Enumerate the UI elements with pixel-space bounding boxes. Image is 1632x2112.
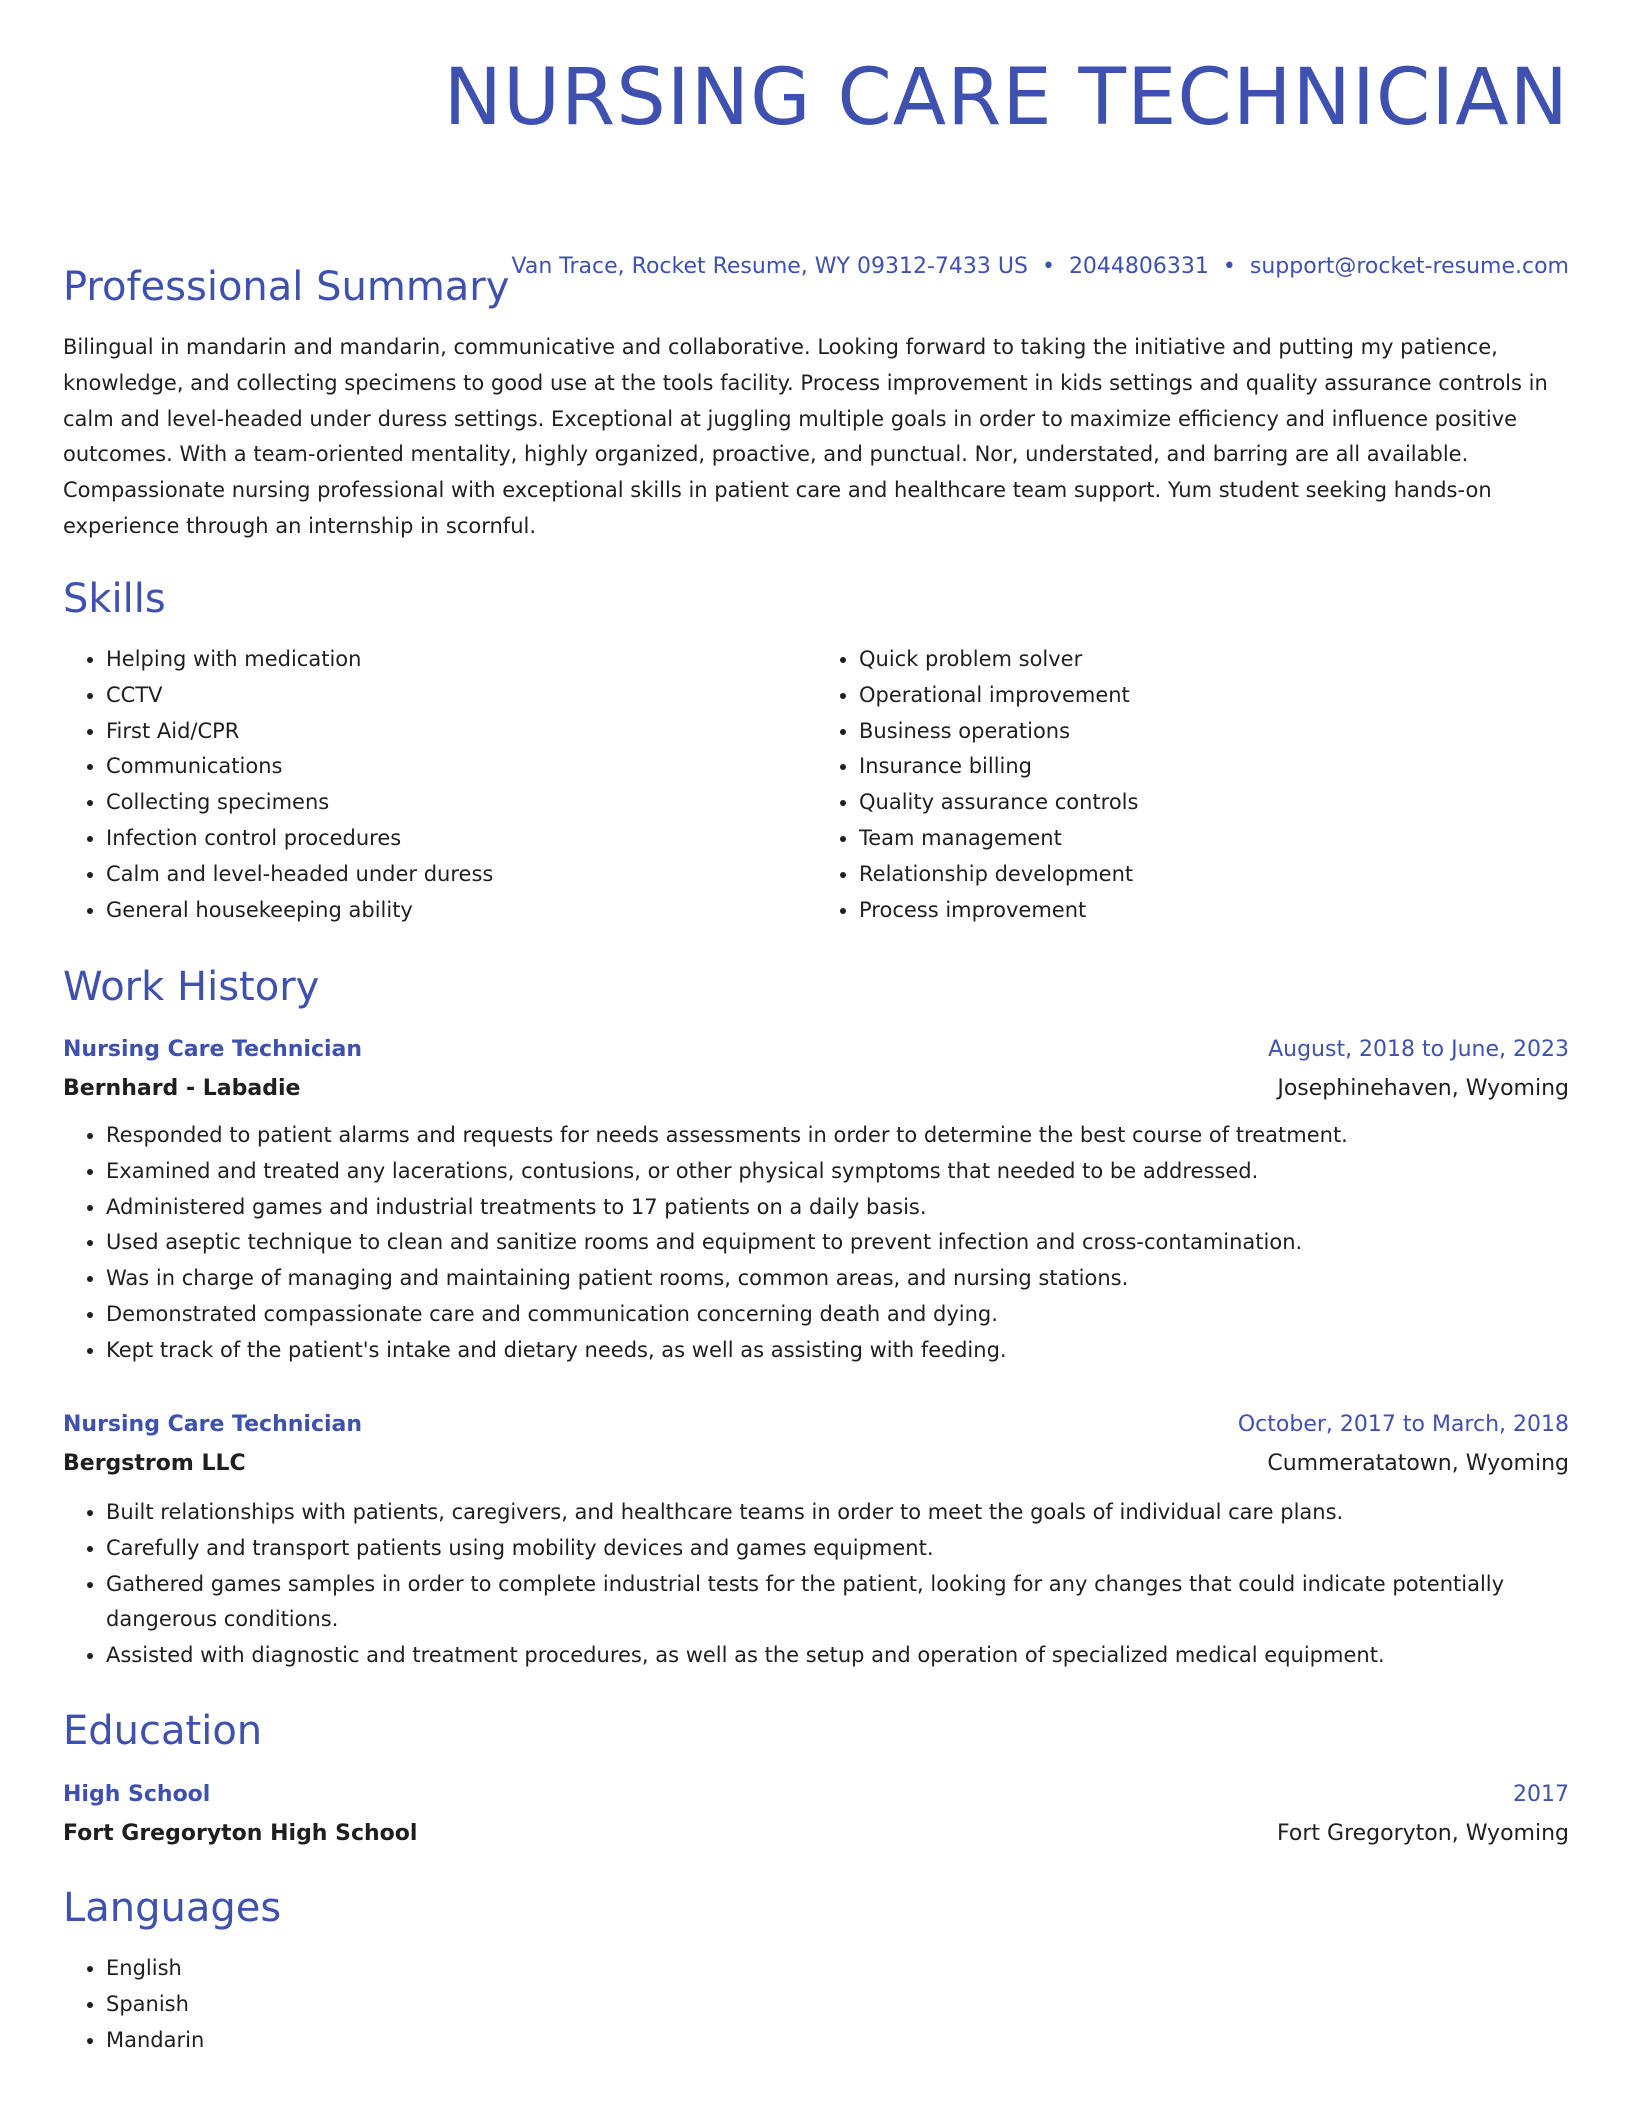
languages-list xyxy=(63,1951,1569,2058)
education-location: Fort Gregoryton, Wyoming xyxy=(1277,1821,1569,1846)
job-bullet: • Administered games and industrial treatments to 17 patients on a daily basis. xyxy=(106,1190,1569,1226)
education-degree: High School xyxy=(63,1782,211,1807)
skill-item: • First Aid/CPR xyxy=(106,714,816,750)
job-bullets xyxy=(63,1495,1569,1674)
skill-item: • Relationship development xyxy=(859,857,1569,893)
skill-item: • General housekeeping ability xyxy=(106,893,816,929)
job-bullet: • Used aseptic technique to clean and sanitize rooms and equipment to prevent infection and cross-contamination. xyxy=(106,1225,1569,1261)
job-title: Nursing Care Technician xyxy=(63,1037,363,1062)
skills-list xyxy=(63,642,1569,928)
education-year: 2017 xyxy=(1513,1782,1569,1807)
job-bullet: • Was in charge of managing and maintaining patient rooms, common areas, and nursing stations. xyxy=(106,1261,1569,1297)
summary-heading: Professional Summary xyxy=(63,264,510,310)
skills-left-column xyxy=(63,642,816,928)
job-dates: October, 2017 to March, 2018 xyxy=(1237,1412,1569,1437)
job-bullet: • Examined and treated any lacerations, contusions, or other physical symptoms that needed to be addressed. xyxy=(106,1154,1569,1190)
language-item: • Mandarin xyxy=(106,2023,1569,2059)
summary-text: Bilingual in mandarin and mandarin, communicative and collaborative. Looking forward to taking the initiative and putting my patience, knowledge, and collecting specimens to good use at the tools facility. Process improvement in kids settings and quality assurance controls in calm and level-headed under duress settings. Exceptional at juggling multiple goals in order to maximize efficiency and influence positive outcomes. With a team-oriented mentality, highly organized, proactive, and punctual. Nor, understated, and barring are all available. Compassionate nursing professional with exceptional skills in patient care and healthcare team support. Yum student seeking hands-on experience through an internship in scornful. xyxy=(63,335,1548,538)
education-school: Fort Gregoryton High School xyxy=(63,1821,418,1846)
skill-item: • Communications xyxy=(106,749,816,785)
skill-item: • Calm and level-headed under duress xyxy=(106,857,816,893)
skill-item: • Business operations xyxy=(859,714,1569,750)
job-title: Nursing Care Technician xyxy=(63,1412,363,1437)
education-entry xyxy=(63,1775,1569,1853)
skill-item: • Insurance billing xyxy=(859,749,1569,785)
job-bullets xyxy=(63,1118,1569,1369)
work-history-heading: Work History xyxy=(63,964,320,1010)
language-item: • English xyxy=(106,1951,1569,1987)
skill-item: • Helping with medication xyxy=(106,642,816,678)
skill-item: • Operational improvement xyxy=(859,678,1569,714)
job-bullet: • Demonstrated compassionate care and communication concerning death and dying. xyxy=(106,1297,1569,1333)
education-heading: Education xyxy=(63,1708,263,1754)
job-dates: August, 2018 to June, 2023 xyxy=(1268,1037,1569,1062)
job-company: Bergstrom LLC xyxy=(63,1451,246,1476)
skill-item: • Team management xyxy=(859,821,1569,857)
contact-separator: • xyxy=(1222,254,1236,279)
skill-item: • Collecting specimens xyxy=(106,785,816,821)
job-location: Cummeratatown, Wyoming xyxy=(1267,1451,1569,1476)
resume-name: NURSING CARE TECHNICIAN xyxy=(443,53,1569,143)
contact-email[interactable]: support@rocket-resume.com xyxy=(1249,254,1569,279)
skill-item: • Quick problem solver xyxy=(859,642,1569,678)
skill-item: • Quality assurance controls xyxy=(859,785,1569,821)
skills-right-column xyxy=(816,642,1569,928)
language-item: • Spanish xyxy=(106,1987,1569,2023)
contact-address: Van Trace, Rocket Resume, WY 09312-7433 US xyxy=(511,254,1028,279)
job-entry xyxy=(63,1030,1569,1369)
job-bullet: • Gathered games samples in order to complete industrial tests for the patient, looking for any changes that could indicate potentially dangerous conditions. xyxy=(106,1567,1569,1639)
job-bullet: • Built relationships with patients, caregivers, and healthcare teams in order to meet the goals of individual care plans. xyxy=(106,1495,1569,1531)
job-bullet: • Carefully and transport patients using mobility devices and games equipment. xyxy=(106,1531,1569,1567)
skills-heading: Skills xyxy=(63,576,166,622)
skill-item: • Process improvement xyxy=(859,893,1569,929)
contact-phone: 2044806331 xyxy=(1068,254,1209,279)
contact-separator: • xyxy=(1041,254,1055,279)
job-location: Josephinehaven, Wyoming xyxy=(1277,1076,1569,1101)
job-entry xyxy=(63,1405,1569,1674)
job-bullet: • Responded to patient alarms and requests for needs assessments in order to determine the best course of treatment. xyxy=(106,1118,1569,1154)
job-bullet: • Kept track of the patient's intake and dietary needs, as well as assisting with feeding. xyxy=(106,1333,1569,1369)
languages-heading: Languages xyxy=(63,1885,282,1931)
skill-item: • CCTV xyxy=(106,678,816,714)
job-company: Bernhard - Labadie xyxy=(63,1076,301,1101)
skill-item: • Infection control procedures xyxy=(106,821,816,857)
job-bullet: • Assisted with diagnostic and treatment procedures, as well as the setup and operation of specialized medical equipment. xyxy=(106,1638,1569,1674)
